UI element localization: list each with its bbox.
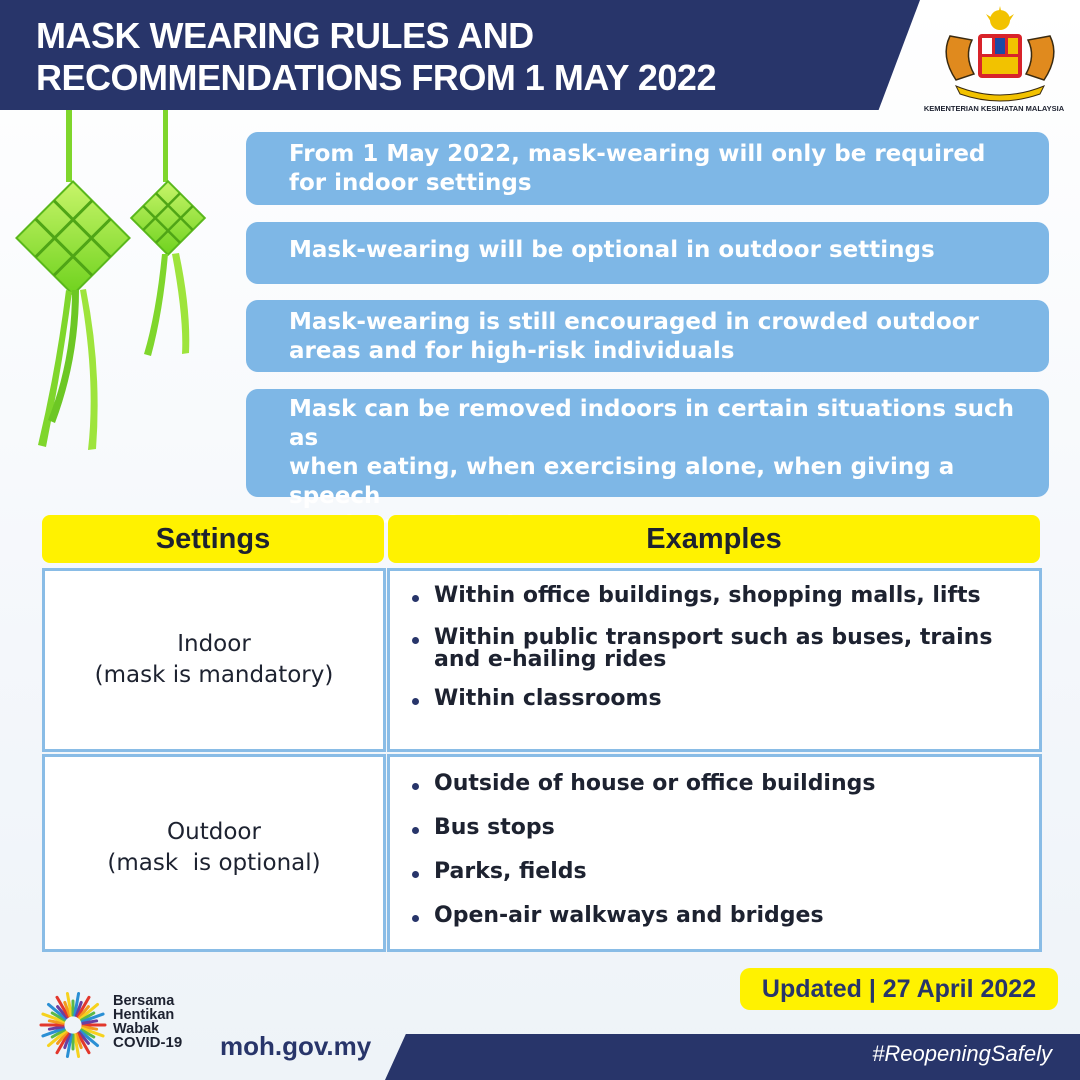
crest-caption: KEMENTERIAN KESIHATAN MALAYSIA (923, 104, 1065, 113)
setting-label: Outdoor (167, 819, 261, 845)
info-text: Mask-wearing is still encouraged in crowded outdoor areas and for high-risk individuals (289, 309, 979, 364)
list-item: Within office buildings, shopping malls, lifts (412, 585, 1031, 607)
setting-label: Indoor (177, 631, 251, 657)
campaign-line: Hentikan (113, 1007, 175, 1023)
table-header-settings: Settings (42, 515, 384, 563)
info-text: Mask can be removed indoors in certain situations such as when eating, when exercising alone, when giving a speech (289, 396, 1015, 509)
page-title: MASK WEARING RULES AND RECOMMENDATIONS FROM 1 MAY 2022 (36, 15, 716, 98)
info-box-indoor-exceptions (246, 389, 1049, 509)
table-cell-outdoor-examples (387, 754, 1042, 952)
hashtag: #ReopeningSafely (872, 1041, 1052, 1066)
info-box-indoor-required (246, 132, 1049, 205)
table-cell-indoor-examples (387, 568, 1042, 752)
info-text: From 1 May 2022, mask-wearing will only be required for indoor settings (289, 141, 986, 196)
table-cell-indoor-setting (42, 568, 386, 752)
info-box-outdoor-optional (246, 222, 1049, 284)
setting-note: (mask is optional) (107, 850, 321, 876)
indoor-examples-list (412, 585, 1031, 730)
list-item: Parks, fields (412, 861, 1031, 883)
info-box-crowded-encouraged (246, 300, 1049, 372)
website-link[interactable]: moh.gov.my (220, 1031, 372, 1061)
list-item: Within public transport such as buses, trains and e-hailing rides (412, 627, 1031, 671)
updated-date-badge: Updated | 27 April 2022 (740, 968, 1058, 1010)
malaysia-coat-of-arms-icon (930, 6, 1070, 110)
list-item: Open-air walkways and bridges (412, 905, 1031, 927)
sunburst-logo-icon (38, 990, 108, 1060)
table-cell-outdoor-setting (42, 754, 386, 952)
list-item: Bus stops (412, 817, 1031, 839)
outdoor-examples-list (412, 773, 1031, 949)
table-header-examples: Examples (388, 515, 1040, 563)
ketupat-decoration-icon (0, 110, 240, 460)
campaign-line: Wabak (113, 1021, 160, 1037)
list-item: Outside of house or office buildings (412, 773, 1031, 795)
info-text: Mask-wearing will be optional in outdoor settings (289, 237, 935, 263)
list-item: Within classrooms (412, 688, 1031, 710)
campaign-line: Bersama (113, 993, 175, 1009)
setting-note: (mask is mandatory) (94, 662, 334, 688)
campaign-line: COVID-19 (113, 1034, 183, 1051)
campaign-logo-text (113, 994, 182, 1050)
